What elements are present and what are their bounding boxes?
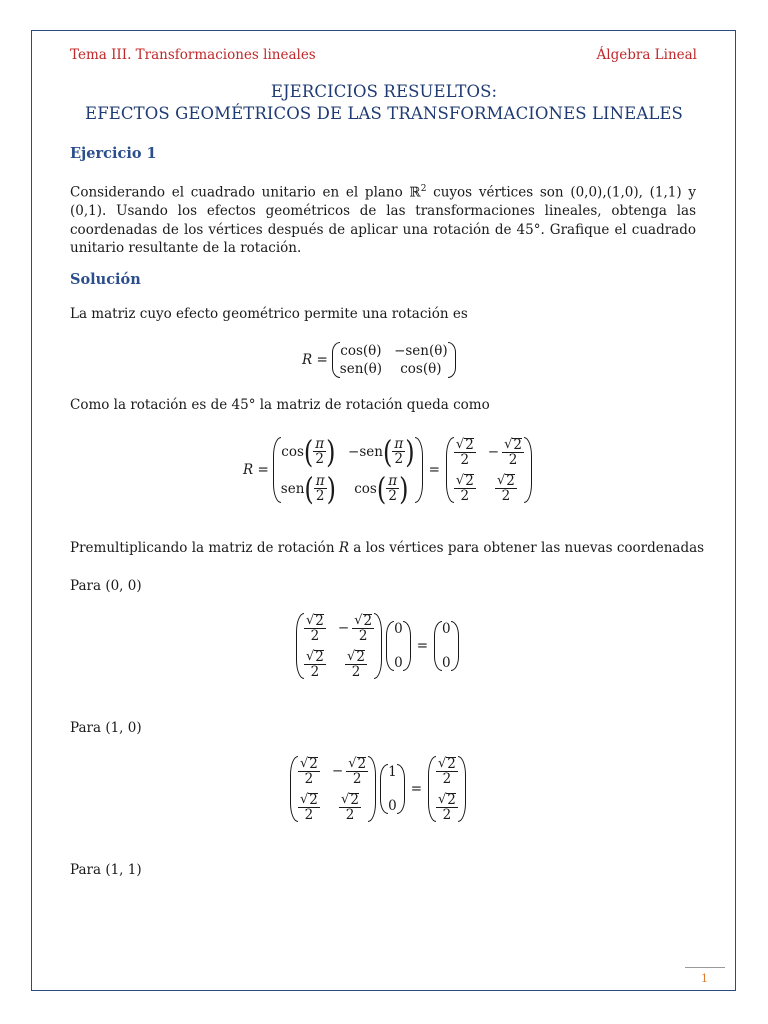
rot-sqrt-matrix [448, 437, 530, 503]
general-matrix-body [334, 342, 454, 378]
general-matrix-lhs: R = [302, 352, 328, 368]
minus-sign: − [487, 444, 500, 460]
case-00-equation [298, 613, 457, 679]
minus-sign: − [331, 763, 344, 779]
rt-cell-11: cos ( $\frac{\pi}{2}$ ) [281, 433, 336, 470]
case-00-vector: 0 0 [388, 621, 409, 671]
statement-part-2: cuyos vértices son (0,0),(1,0), (1,1) y (0,1). Usando los efectos geométricos de las transformaciones lineales, obtenga las coordenadas de los vértices después de aplicar una rotación de 45°. Grafique el cuadrado unitario resultante de la rotación. [70, 184, 696, 256]
case-10-vector: 1 0 [382, 764, 403, 814]
exercise-statement [70, 180, 696, 258]
rt-cell-21: sen ( $\frac{\pi}{2}$ ) [280, 470, 337, 507]
sqrt2-over-2: √ 2 2 [300, 756, 318, 787]
minus-sign: − [337, 620, 350, 636]
header-left: Tema III. Transformaciones lineales [70, 47, 316, 63]
case-10-equals: = [410, 781, 422, 797]
page-border [31, 30, 736, 991]
real-set-symbol: ℝ [409, 184, 421, 201]
gm-cell-11: cos(θ) [340, 343, 382, 359]
sqrt2-over-2: √ 2 2 [347, 649, 365, 680]
sqrt2-over-2: √ 2 2 [438, 792, 456, 823]
sqrt2-over-2: √ 2 2 [300, 792, 318, 823]
header-right: Álgebra Lineal [596, 47, 697, 63]
case-label-00: Para (0, 0) [70, 578, 142, 594]
general-rotation-matrix [302, 342, 454, 378]
sqrt2-over-2: √ 2 2 [438, 756, 456, 787]
rotation-text: Como la rotación es de 45° la matriz de rotación queda como [70, 397, 490, 413]
exercise-heading: Ejercicio 1 [70, 145, 157, 162]
sqrt2-over-2: − √ 2 2 [487, 437, 522, 468]
premultiply-text: Premultiplicando la matriz de rotación R a los vértices para obtener las nuevas coordenadas [70, 540, 705, 556]
rot-equals: = [428, 462, 440, 478]
page-number: 1 [701, 972, 708, 985]
case-10-equation [292, 756, 464, 822]
sqrt2-over-2: − √ 2 2 [331, 756, 367, 787]
footer-rule [685, 967, 725, 968]
gm-cell-12: −sen(θ) [394, 343, 448, 359]
sqrt2-over-2: √ 2 2 [306, 613, 324, 644]
sqrt2-over-2: √ 2 2 [455, 437, 474, 468]
case-label-11: Para (1, 1) [70, 862, 142, 878]
case-00-rotation-matrix [298, 613, 380, 679]
title-line-1: EJERCICIOS RESUELTOS: [270, 82, 498, 101]
gm-cell-21: sen(θ) [339, 361, 383, 377]
sqrt2-over-2: − √ 2 2 [337, 613, 373, 644]
title-line-2: EFECTOS GEOMÉTRICOS DE LAS TRANSFORMACIONES LINEALES [85, 104, 683, 123]
case-00-result: 0 0 [436, 621, 457, 671]
case-10-rotation-matrix [292, 756, 374, 822]
case-10-result [430, 756, 464, 822]
sqrt2-over-2: √ 2 2 [341, 792, 359, 823]
solution-intro: La matriz cuyo efecto geométrico permite una rotación es [70, 306, 468, 322]
gm-cell-22: cos(θ) [400, 361, 442, 377]
rt-cell-12: −sen ( $\frac{\pi}{2}$ ) [348, 433, 415, 470]
sqrt2-over-2: √ 2 2 [306, 649, 324, 680]
rt-cell-22: cos ( $\frac{\pi}{2}$ ) [354, 470, 409, 507]
set-exponent: 2 [420, 184, 427, 194]
sqrt2-over-2: √ 2 2 [496, 473, 515, 504]
rot-lhs: R = [243, 462, 269, 478]
case-label-10: Para (1, 0) [70, 720, 142, 736]
rotation-matrix-equation [243, 433, 530, 507]
solution-heading: Solución [70, 271, 141, 288]
case-00-equals: = [416, 638, 428, 654]
sqrt2-over-2: √ 2 2 [455, 473, 474, 504]
statement-part-1: Considerando el cuadrado unitario en el plano [70, 184, 410, 201]
rot-trig-matrix [275, 433, 421, 507]
